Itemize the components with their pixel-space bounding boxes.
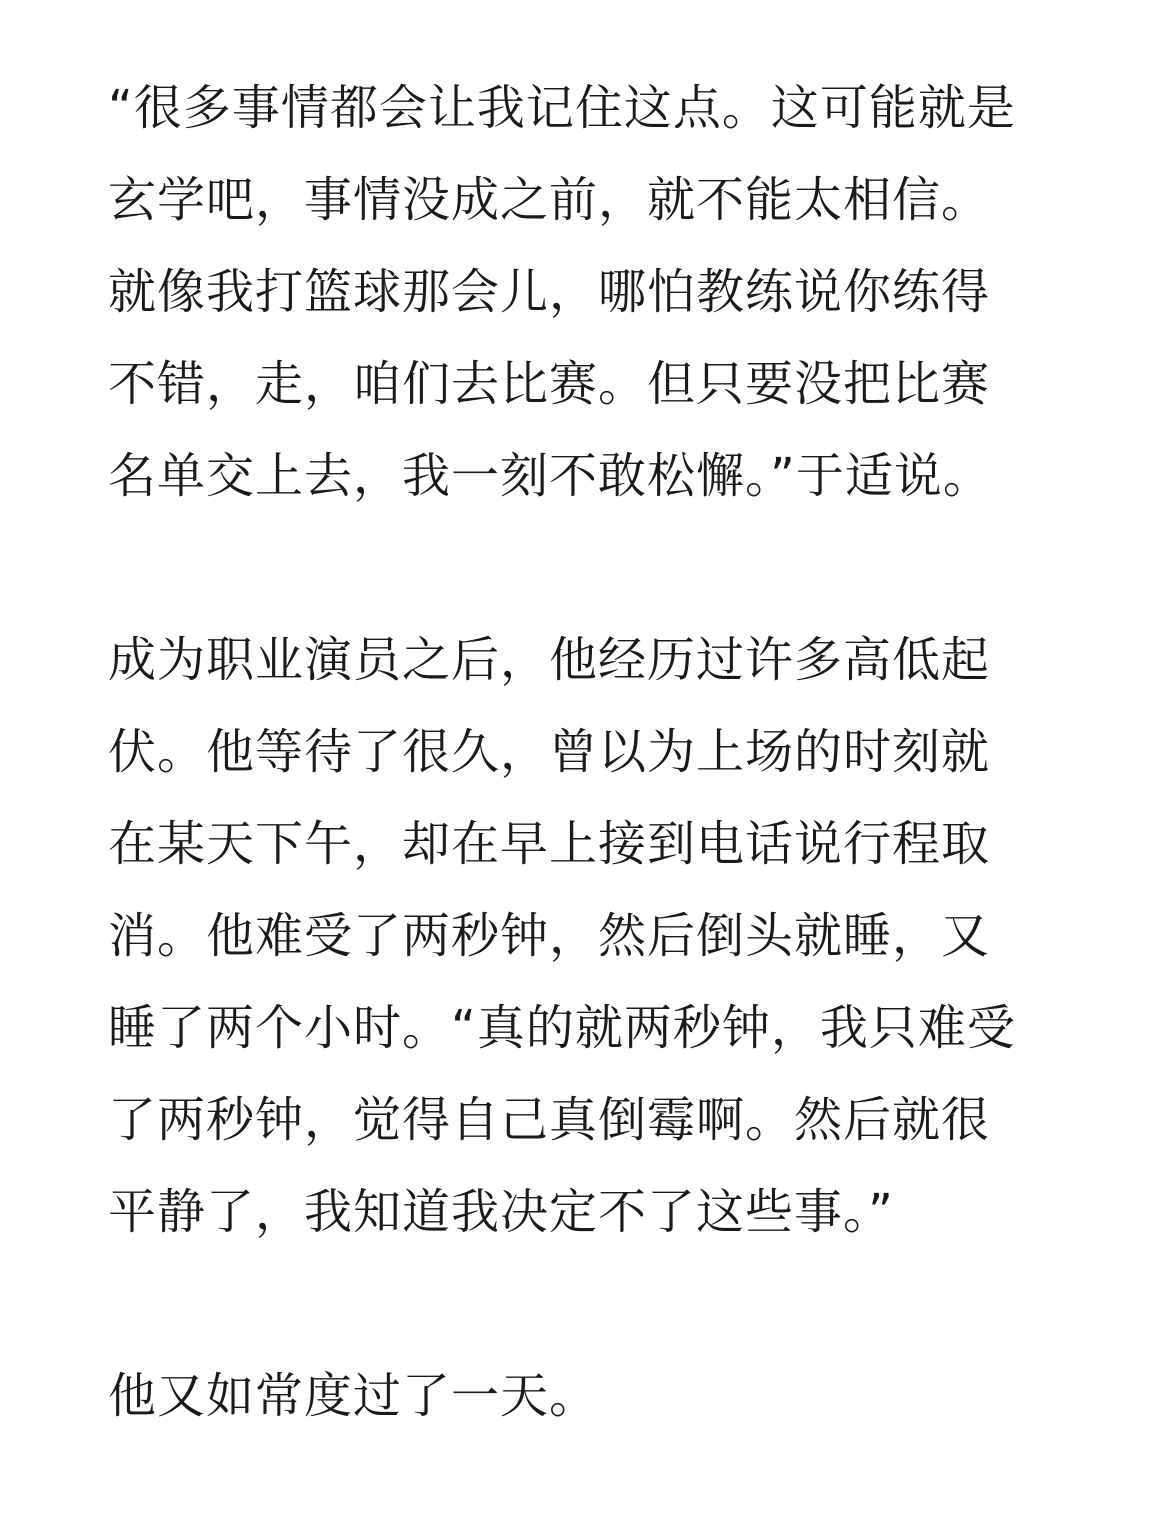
paragraph-spacer xyxy=(108,522,1068,614)
text-line: 消。他难受了两秒钟，然后倒头就睡，又 xyxy=(108,908,991,964)
text-line: 睡了两个小时。“真的就两秒钟，我只难受 xyxy=(108,1000,1016,1056)
text-line: “很多事情都会让我记住这点。这可能就是 xyxy=(108,80,1016,136)
text-line: 成为职业演员之后，他经历过许多高低起 xyxy=(108,632,991,688)
paragraph-spacer xyxy=(108,1258,1068,1350)
text-line: 不错，走，咱们去比赛。但只要没把比赛 xyxy=(108,356,991,412)
text-line: 了两秒钟，觉得自己真倒霉啊。然后就很 xyxy=(108,1092,991,1148)
text-line: 就像我打篮球那会儿，哪怕教练说你练得 xyxy=(108,264,991,320)
paragraph-1 xyxy=(108,62,1068,522)
text-line: 名单交上去，我一刻不敢松懈。”于适说。 xyxy=(108,448,992,504)
text-line: 平静了，我知道我决定不了这些事。” xyxy=(108,1184,894,1240)
paragraph-3 xyxy=(108,1350,1068,1442)
paragraph-2 xyxy=(108,614,1068,1258)
article-body xyxy=(108,62,1068,1442)
text-line: 伏。他等待了很久，曾以为上场的时刻就 xyxy=(108,724,991,780)
text-line: 玄学吧，事情没成之前，就不能太相信。 xyxy=(108,172,991,228)
text-line: 在某天下午，却在早上接到电话说行程取 xyxy=(108,816,991,872)
text-line: 他又如常度过了一天。 xyxy=(108,1368,599,1424)
